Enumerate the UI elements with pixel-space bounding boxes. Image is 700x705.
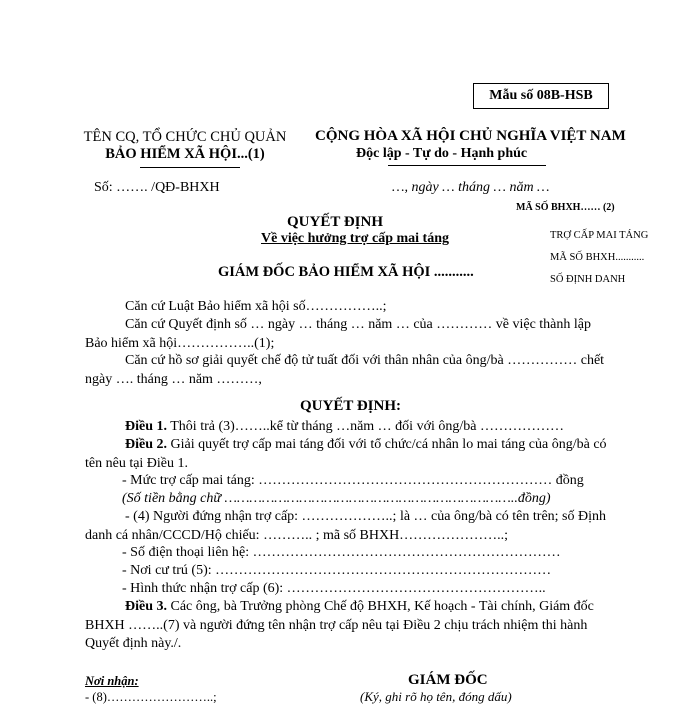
national-motto: Độc lập - Tự do - Hạnh phúc — [356, 146, 528, 161]
article-2 — [85, 436, 617, 473]
residence: - Nơi cư trú (5): ……………………………………………………………… — [122, 563, 552, 578]
benefit-amount: - Mức trợ cấp mai táng: ……………………………………………………… đồng — [122, 473, 584, 488]
form-code-box: Mẫu số 08B-HSB — [473, 83, 609, 109]
stamp-line-1: TRỢ CẤP MAI TÁNG — [550, 230, 649, 241]
stamp-line-2: MÃ SỐ BHXH........... — [550, 252, 645, 263]
decision-subtitle: Về việc hưởng trợ cấp mai táng — [261, 231, 449, 246]
article-3 — [85, 598, 617, 654]
payment-method: - Hình thức nhận trợ cấp (6): ……………………………………………….. — [122, 581, 546, 596]
basis-establishment: Căn cứ Quyết định số … ngày … tháng … năm … của ………… về việc thành lập Bảo hiểm xã hội……………..(1); — [85, 317, 591, 351]
basis-law: Căn cứ Luật Bảo hiểm xã hội số……………..; — [125, 299, 387, 314]
side-stamp — [550, 230, 700, 285]
recipient-info: - (4) Người đứng nhận trợ cấp: ………………..; là … của ông/bà có tên trên; số Định danh cá nhân/CCCD/Hộ chiếu: ……….. ; mã số BHXH…………………..; — [85, 509, 606, 543]
director-heading: GIÁM ĐỐC BẢO HIỂM XÃ HỘI ........... — [218, 264, 474, 280]
document-number: Số: ……. /QĐ-BHXH — [94, 180, 220, 195]
article-3-text: Các ông, bà Trưởng phòng Chế độ BHXH, Kế hoạch - Tài chính, Giám đốc BHXH ……..(7) và người đứng tên nhận trợ cấp nêu tại Điều 2 chịu trách nhiệm thi hành Quyết định này./. — [85, 599, 594, 651]
signer-title: GIÁM ĐỐC — [408, 672, 488, 688]
article-1-text: Thôi trả (3)……..kể từ tháng …năm … đối với ông/bà ……………… — [167, 419, 564, 434]
basis-dossier: Căn cứ hồ sơ giải quyết chế độ tử tuất đối với thân nhân của ông/bà …………… chết ngày …. tháng … năm ………, — [85, 353, 605, 387]
amount-in-words: (Số tiền bằng chữ ……………………………………………………………..đồng) — [122, 491, 551, 506]
decision-heading: QUYẾT ĐỊNH: — [300, 398, 401, 414]
signer-note: (Ký, ghi rõ họ tên, đóng dấu) — [360, 689, 512, 704]
document-date: …, ngày … tháng … năm … — [392, 180, 550, 195]
agency-underline — [140, 167, 240, 168]
article-1-label: Điều 1. — [125, 419, 167, 434]
article-2-text: Giải quyết trợ cấp mai táng đối với tổ chức/cá nhân lo mai táng của ông/bà có tên nêu tại Điều 1. — [85, 437, 607, 471]
article-3-label: Điều 3. — [125, 599, 167, 614]
article-2-label: Điều 2. — [125, 437, 167, 452]
national-title: CỘNG HÒA XÃ HỘI CHỦ NGHĨA VIỆT NAM — [315, 128, 626, 144]
social-insurance-code: MÃ SỐ BHXH…… (2) — [516, 202, 615, 213]
motto-underline — [388, 165, 546, 166]
stamp-line-3: SỐ ĐỊNH DANH — [550, 274, 626, 285]
decision-title: QUYẾT ĐỊNH — [287, 214, 383, 230]
recipients-label: Nơi nhận: — [85, 674, 139, 688]
recipient-item: - (8)……………………..; — [85, 690, 217, 704]
article-1 — [85, 418, 617, 437]
issuing-agency-name: BẢO HIỂM XÃ HỘI...(1) — [105, 146, 265, 162]
governing-agency-name: TÊN CQ, TỔ CHỨC CHỦ QUẢN — [83, 129, 287, 145]
contact-phone: - Số điện thoại liên hệ: ………………………………………………………… — [122, 545, 561, 560]
